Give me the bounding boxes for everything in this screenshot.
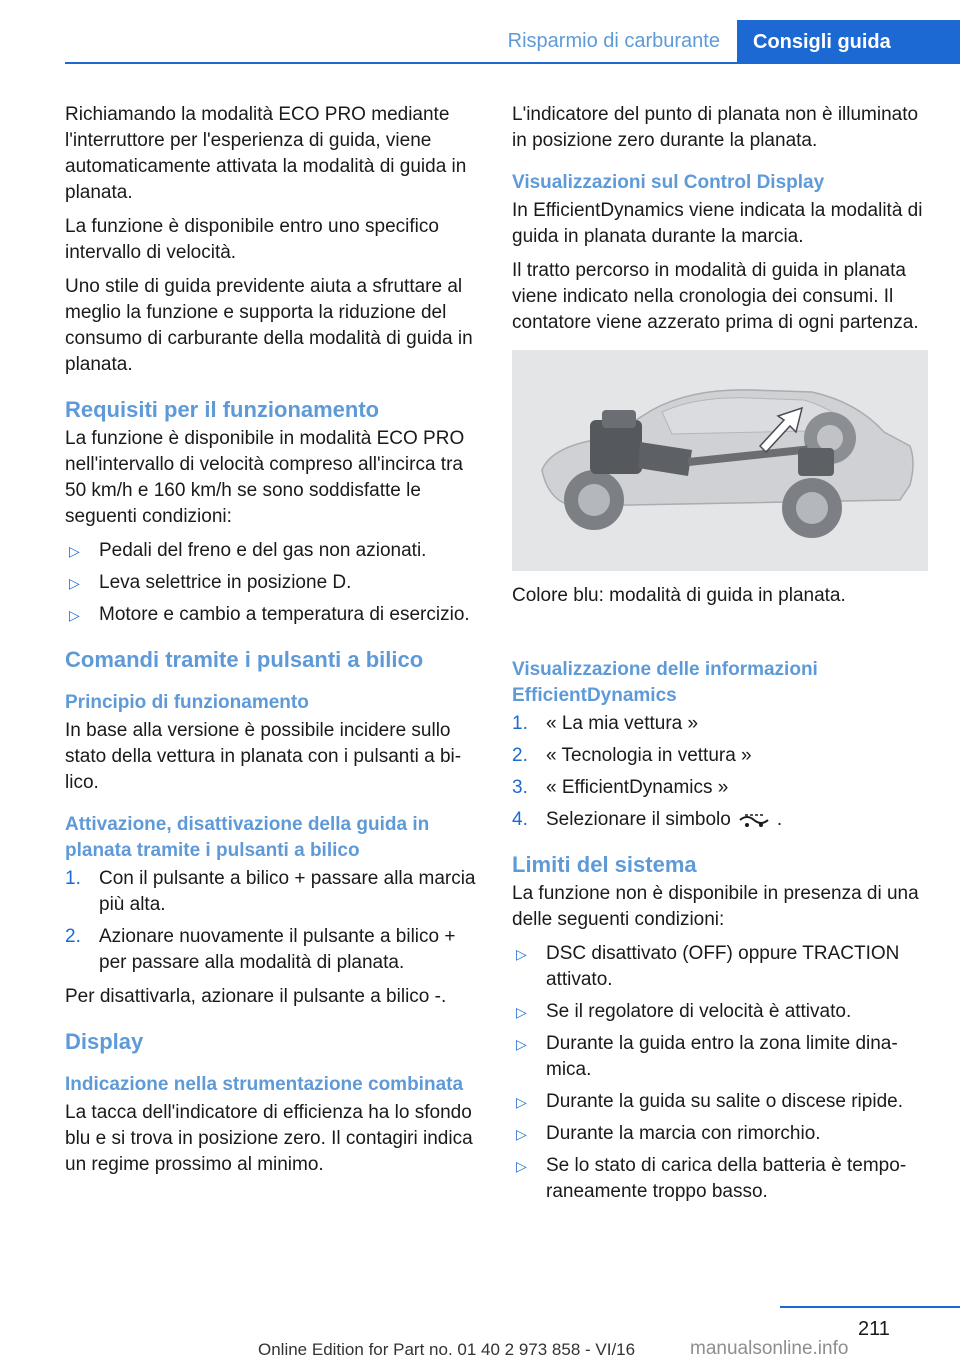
- control-display-heading: Visualizzazioni sul Control Display: [512, 172, 825, 193]
- footer-rule: [780, 1306, 960, 1308]
- control-display-text-2: Il tratto percorso in modalità di guida in planata viene indicato nella cronologia dei consumi. Il contatore viene azzerato prima di ogni partenza.: [512, 260, 919, 333]
- list-item: ▷ Motore e cambio a temperatura di esercizio.: [65, 602, 481, 628]
- triangle-bullet-icon: ▷: [516, 946, 527, 962]
- step-number: 3.: [512, 777, 528, 798]
- list-item: 4. Selezionare il simbolo .: [512, 807, 928, 833]
- list-item: 2. Azionare nuovamente il pulsante a bilico + per passare alla modalità di planata.: [65, 926, 456, 973]
- step-number: 4.: [512, 809, 528, 830]
- list-item: ▷ DSC disattivato (OFF) oppure TRACTION attivato.: [516, 943, 900, 990]
- step-number: 1.: [512, 713, 528, 734]
- coasting-symbol-icon: [737, 810, 771, 830]
- page-number: 211: [858, 1318, 890, 1340]
- list-item: ▷ Durante la guida su salite o discese ripide.: [512, 1089, 928, 1115]
- requirements-list: [65, 538, 481, 628]
- triangle-bullet-icon: ▷: [69, 575, 80, 591]
- car-drivetrain-illustration: [512, 350, 928, 571]
- header-rule: [65, 62, 960, 64]
- step-number: 2.: [512, 745, 528, 766]
- deactivate-text: Per disattivarla, azionare il pulsante a bilico -.: [65, 986, 447, 1007]
- list-item: ▷ Leva selettrice in posizione D.: [65, 570, 481, 596]
- limits-list: [512, 941, 928, 1205]
- list-item: 1. « La mia vettura »: [512, 711, 928, 737]
- intro-paragraph-3: Uno stile di guida previdente aiuta a sfruttare al meglio la funzione e supporta la riduzione del consumo di carburante della modalità di guida in planata.: [65, 276, 473, 375]
- triangle-bullet-icon: ▷: [516, 1158, 527, 1174]
- left-column: [65, 102, 481, 1186]
- right-column: [512, 102, 928, 1213]
- continued-text: L'indicatore del punto di planata non è illuminato in posizione zero durante la planata.: [512, 104, 919, 151]
- watermark: manualsonline.info: [690, 1338, 849, 1359]
- triangle-bullet-icon: ▷: [516, 1094, 527, 1110]
- list-item: ▷ Pedali del freno e del gas non azionati.: [65, 538, 481, 564]
- activation-steps: [65, 866, 481, 976]
- principle-text: In base alla versione è possibile incidere sullo stato della vettura in planata con i pulsanti a bilico.: [65, 720, 462, 793]
- header-section-title: Risparmio di carburante: [507, 30, 720, 52]
- step-number: 1.: [65, 868, 81, 889]
- activation-heading: Attivazione, disattivazione della guida in planata tramite i pulsanti a bilico: [65, 814, 430, 861]
- info-steps: [512, 711, 928, 833]
- triangle-bullet-icon: ▷: [69, 543, 80, 559]
- info-heading: Visualizzazione delle informazioni EfficientDynamics: [512, 659, 818, 706]
- list-item: 2. « Tecnologia in vettura »: [512, 743, 928, 769]
- requirements-heading: Requisiti per il funzionamento: [65, 397, 380, 422]
- triangle-bullet-icon: ▷: [516, 1036, 527, 1052]
- cluster-heading: Indicazione nella strumentazione combinata: [65, 1074, 464, 1095]
- control-display-text-1: In EfficientDynamics viene indicata la modalità di guida in planata durante la marcia.: [512, 200, 923, 247]
- triangle-bullet-icon: ▷: [69, 607, 80, 623]
- limits-text: La funzione non è disponibile in presenza di una delle seguenti condizioni:: [512, 883, 919, 930]
- principle-heading: Principio di funzionamento: [65, 692, 309, 713]
- intro-paragraph-1: Richiamando la modalità ECO PRO mediante l'interruttore per l'esperienza di guida, viene automaticamente attivata la modalità di guida in planata.: [65, 104, 467, 203]
- intro-paragraph-2: La funzione è disponibile entro uno specifico intervallo di velocità.: [65, 216, 439, 263]
- edition-note: Online Edition for Part no. 01 40 2 973 858 - VI/16: [258, 1340, 636, 1359]
- cluster-text: La tacca dell'indicatore di efficienza ha lo sfondo blu e si trova in posizione zero. Il contagiri indica un regime prossimo al minimo.: [65, 1102, 473, 1175]
- display-heading: Display: [65, 1029, 144, 1054]
- list-item: ▷ Se lo stato di carica della batteria è temporaneamente troppo basso.: [516, 1155, 907, 1202]
- triangle-bullet-icon: ▷: [516, 1004, 527, 1020]
- list-item: 1. Con il pulsante a bilico + passare alla marcia più alta.: [65, 868, 476, 915]
- list-item: 3. « EfficientDynamics »: [512, 775, 928, 801]
- limits-heading: Limiti del sistema: [512, 852, 697, 877]
- list-item: ▷ Se il regolatore di velocità è attivato.: [512, 999, 928, 1025]
- triangle-bullet-icon: ▷: [516, 1126, 527, 1142]
- list-item: ▷ Durante la guida entro la zona limite dinamica.: [516, 1033, 898, 1080]
- header-chapter-tab: Consigli guida: [737, 20, 960, 62]
- step-number: 2.: [65, 926, 81, 947]
- commands-heading: Comandi tramite i pulsanti a bilico: [65, 647, 424, 672]
- figure-caption: Colore blu: modalità di guida in planata.: [512, 585, 846, 606]
- list-item: ▷ Durante la marcia con rimorchio.: [512, 1121, 928, 1147]
- requirements-text: La funzione è disponibile in modalità ECO PRO nell'intervallo di velocità compreso all'incirca tra 50 km/h e 160 km/h se sono soddisfatte le seguenti condizioni:: [65, 428, 465, 527]
